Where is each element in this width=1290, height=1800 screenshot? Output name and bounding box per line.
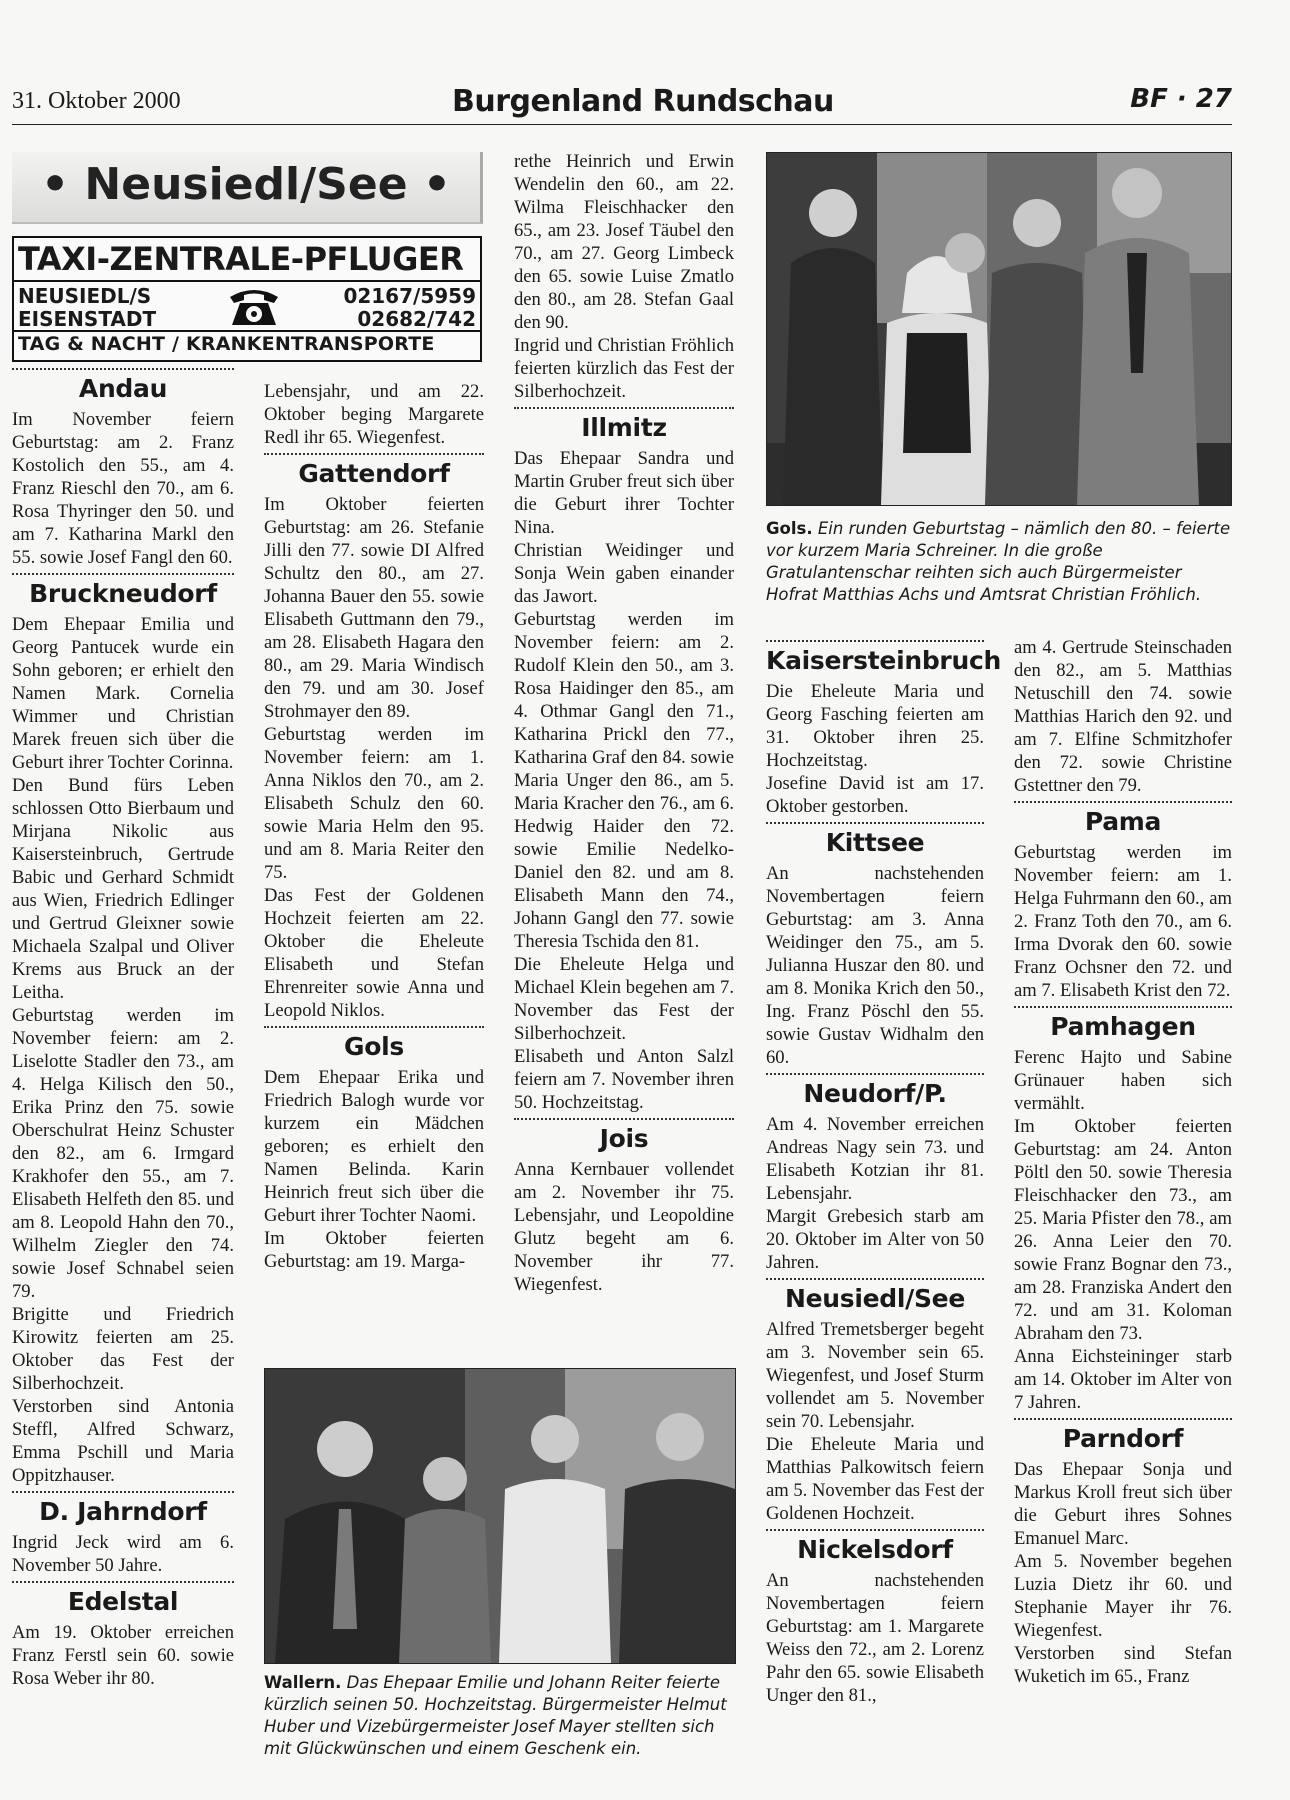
article-text: Den Bund fürs Leben schlossen Otto Bierbaum und Mirjana Nikolic aus Kaisersteinbruch, Gertrude Babic und Gerhard Schmidt aus Wien, Friedrich Edlinger und Gertrud Gleixner sowie Michaela Szalpal und Oliver Krems aus Bruck an der Leitha.	[12, 775, 234, 1003]
heading-jois: Jois	[599, 1124, 649, 1153]
article-text: Ingrid und Christian Fröhlich feierten kürzlich das Fest der Silberhochzeit.	[514, 335, 734, 402]
article-text: Margit Grebesich starb am 20. Oktober im Alter von 50 Jahren.	[766, 1206, 984, 1273]
region-title: • Neusiedl/See •	[12, 152, 483, 224]
dotted-divider	[264, 1026, 484, 1028]
heading-kittsee: Kittsee	[825, 828, 925, 857]
heading-nickelsdorf: Nickelsdorf	[797, 1535, 953, 1564]
article-text: rethe Heinrich und Erwin Wendelin den 60., am 22. Wilma Fleischhacker den 65., am 23. Josef Täubel den 70., am 27. Georg Limbeck den 65. sowie Luise Zmatlo den 80., am 28. Stefan Gaal den 90.	[514, 151, 734, 333]
heading-neusiedl-see: Neusiedl/See	[785, 1284, 965, 1313]
article-text: Im November feiern Geburtstag: am 2. Franz Kostolich den 55., am 4. Franz Rieschl den 70., am 6. Rosa Thyringer den 50. und am 7. Katharina Markl den 55. sowie Josef Fangl den 60.	[12, 409, 234, 568]
dotted-divider	[1014, 801, 1232, 803]
ad-phone-1: 02167/5959	[343, 284, 476, 308]
dotted-divider	[1014, 1418, 1232, 1420]
article-text: Im Oktober feierten Geburtstag: am 19. Marga-	[264, 1228, 484, 1272]
caption-place: Wallern.	[264, 1673, 342, 1692]
column-5	[1014, 636, 1232, 1688]
column-2	[264, 380, 484, 1273]
article-text: Josefine David ist am 17. Oktober gestorben.	[766, 773, 984, 817]
article-text: Verstorben sind Antonia Steffl, Alfred Schwarz, Emma Pschill und Maria Oppitzhauser.	[12, 1396, 234, 1486]
heading-gols: Gols	[344, 1032, 404, 1061]
dotted-divider	[514, 1118, 734, 1120]
article-text: Am 19. Oktober erreichen Franz Ferstl sein 60. sowie Rosa Weber ihr 80.	[12, 1622, 234, 1689]
caption-text: Ein runden Geburtstag – nämlich den 80. – feierte vor kurzem Maria Schreiner. In die große Gratulantenschar reihten sich auch Bürgermeister Hofrat Matthias Achs und Amtsrat Christian Fröhlich.	[766, 519, 1231, 604]
article-text: Lebensjahr, und am 22. Oktober beging Margarete Redl ihr 65. Wiegenfest.	[264, 381, 484, 448]
newspaper-title: Burgenland Rundschau	[452, 84, 834, 119]
page-header	[12, 84, 1232, 122]
column-1	[12, 364, 234, 1690]
photo-wallern-anniversary	[264, 1368, 736, 1664]
dotted-divider	[12, 368, 234, 370]
heading-parndorf: Parndorf	[1062, 1424, 1184, 1453]
article-text: Im Oktober feierten Geburtstag: am 24. Anton Pöltl den 50. sowie Theresia Fleischhacker den 73., am 25. Maria Pfister den 78., am 26. Anna Leier den 70. sowie Franz Bognar den 73., am 28. Franziska Andert den 72. und am 31. Koloman Abraham den 73.	[1014, 1116, 1232, 1344]
telephone-icon	[226, 283, 282, 327]
heading-gattendorf: Gattendorf	[298, 459, 450, 488]
dotted-divider	[12, 1491, 234, 1493]
article-text: Ferenc Hajto und Sabine Grünauer haben sich vermählt.	[1014, 1047, 1232, 1114]
heading-bruckneudorf: Bruckneudorf	[29, 579, 217, 608]
dotted-divider	[12, 573, 234, 575]
article-text: Am 4. November erreichen Andreas Nagy sein 73. und Elisabeth Kotzian ihr 81. Lebensjahr.	[766, 1114, 984, 1204]
photo-wallern-image	[265, 1369, 735, 1663]
article-text: Brigitte und Friedrich Kirowitz feierten am 25. Oktober das Fest der Silberhochzeit.	[12, 1304, 234, 1394]
dotted-divider	[766, 1278, 984, 1280]
caption-place: Gols.	[766, 519, 813, 538]
article-text: Die Eheleute Maria und Matthias Palkowitsch feiern am 5. November das Fest der Goldenen Hochzeit.	[766, 1434, 984, 1524]
article-text: Das Ehepaar Sandra und Martin Gruber freut sich über die Geburt ihrer Tochter Nina.	[514, 448, 734, 538]
article-text: Elisabeth und Anton Salzl feiern am 7. November ihren 50. Hochzeitstag.	[514, 1046, 734, 1113]
article-text: Geburtstag werden im November feiern: am 2. Liselotte Stadler den 73., am 4. Helga Kilisch den 50., Erika Prinz den 75. sowie Oberschulrat Heinz Schuster den 82., am 6. Irmgard Krakhofer den 55., am 7. Elisabeth Helfeth den 85. und am 8. Leopold Hahn den 70., Wilhelm Ziegler den 74. sowie Josef Schnabel seien 79.	[12, 1005, 234, 1302]
article-text: Ingrid Jeck wird am 6. November 50 Jahre.	[12, 1532, 234, 1576]
article-text: Das Fest der Goldenen Hochzeit feierten am 22. Oktober die Eheleute Elisabeth und Stefan Ehrenreiter sowie Anna und Leopold Niklos.	[264, 885, 484, 1021]
photo-gols-image	[767, 153, 1231, 505]
heading-kaisersteinbruch: Kaisersteinbruch	[766, 646, 1001, 675]
article-text: Anna Eichsteininger starb am 14. Oktober im Alter von 7 Jahren.	[1014, 1346, 1232, 1413]
dotted-divider	[766, 822, 984, 824]
article-text: Am 5. November begehen Luzia Dietz ihr 60. und Stephanie Mayer ihr 76. Wiegenfest.	[1014, 1551, 1232, 1641]
article-text: Geburtstag werden im November feiern: am 1. Helga Fuhrmann den 60., am 2. Franz Toth den 70., am 6. Irma Dvorak den 60. sowie Franz Ochsner den 72. und am 7. Elisabeth Krist den 72.	[1014, 842, 1232, 1001]
header-rule	[12, 124, 1232, 125]
article-text: Im Oktober feierten Geburtstag: am 26. Stefanie Jilli den 77. sowie DI Alfred Schultz den 80., am 27. Johanna Bauer den 55. sowie Elisabeth Guttmann den 79., am 28. Elisabeth Hagara den 80., am 29. Maria Windisch den 79. und am 30. Josef Strohmayer den 89.	[264, 494, 484, 722]
photo-gols-birthday	[766, 152, 1232, 506]
article-text: Das Ehepaar Sonja und Markus Kroll freut sich über die Geburt ihres Sohnes Emanuel Marc.	[1014, 1459, 1232, 1549]
ad-title: TAXI-ZENTRALE-PFLUGER	[18, 240, 464, 278]
column-3	[514, 150, 734, 1296]
heading-edelstal: Edelstal	[67, 1587, 179, 1616]
article-text: Dem Ehepaar Erika und Friedrich Balogh wurde vor kurzem ein Mädchen geboren; es erhielt den Namen Belinda. Karin Heinrich freut sich über die Geburt ihrer Tochter Naomi.	[264, 1067, 484, 1226]
dotted-divider	[1014, 1006, 1232, 1008]
article-text: Anna Kernbauer vollendet am 2. November ihr 75. Lebensjahr, und Leopoldine Glutz begeht am 6. November ihr 77. Wiegenfest.	[514, 1159, 734, 1295]
page-number: BF · 27	[1130, 84, 1232, 114]
ad-phone-2: 02682/742	[357, 307, 476, 331]
ad-rule	[14, 280, 480, 282]
heading-pamhagen: Pamhagen	[1050, 1012, 1196, 1041]
ad-city-1: NEUSIEDL/S	[18, 284, 152, 308]
dotted-divider	[766, 640, 984, 642]
heading-pama: Pama	[1084, 807, 1162, 836]
column-4	[766, 636, 1001, 1707]
photo-wallern-caption	[264, 1672, 738, 1760]
heading-neudorf: Neudorf/P.	[803, 1079, 947, 1108]
photo-gols-caption	[766, 518, 1236, 606]
ad-tagline: TAG & NACHT / KRANKENTRANSPORTE	[18, 333, 435, 355]
ad-city-2: EISENSTADT	[18, 307, 157, 331]
ad-rule	[14, 330, 480, 332]
article-text: Dem Ehepaar Emilia und Georg Pantucek wurde ein Sohn geboren; er erhielt den Namen Mark. Cornelia Wimmer und Christian Marek freuen sich über die Geburt ihrer Tochter Corinna.	[12, 614, 234, 773]
caption-text: Das Ehepaar Emilie und Johann Reiter feierte kürzlich seinen 50. Hochzeitstag. Bürgermeister Helmut Huber und Vizebürgermeister Josef Mayer stellten sich mit Glückwünschen und einem Geschenk ein.	[264, 1673, 727, 1758]
dotted-divider	[264, 453, 484, 455]
article-text: Christian Weidinger und Sonja Wein gaben einander das Jawort.	[514, 540, 734, 607]
article-text: Geburtstag werden im November feiern: am 2. Rudolf Klein den 50., am 3. Rosa Haidinger den 85., am 4. Othmar Gangl den 71., Katharina Prickl den 77., Katharina Graf den 84. sowie Maria Unger den 86., am 5. Maria Kracher den 76., am 6. Hedwig Haider den 72. sowie Emilie Nedelko-Daniel den 82. und am 8. Elisabeth Mann den 74., Johann Gangl den 77. sowie Theresia Tschida den 81.	[514, 609, 734, 952]
article-text: Alfred Tremetsberger begeht am 3. November sein 65. Wiegenfest, und Josef Sturm vollendet am 5. November sein 70. Lebensjahr.	[766, 1319, 984, 1432]
dotted-divider	[12, 1581, 234, 1583]
article-text: Die Eheleute Helga und Michael Klein begehen am 7. November das Fest der Silberhochzeit.	[514, 954, 734, 1044]
article-text: An nachstehenden Novembertagen feiern Geburtstag: am 3. Anna Weidinger den 75., am 5. Julianna Huszar den 80. und am 8. Monika Krich den 50., Ing. Franz Pöschl den 55. sowie Gustav Widhalm den 60.	[766, 863, 984, 1068]
taxi-advertisement	[12, 236, 482, 362]
dotted-divider	[514, 407, 734, 409]
article-text: Die Eheleute Maria und Georg Fasching feierten am 31. Oktober ihren 25. Hochzeitstag.	[766, 681, 984, 771]
article-text: An nachstehenden Novembertagen feiern Geburtstag: am 1. Margarete Weiss den 72., am 2. Lorenz Pahr den 65. sowie Elisabeth Unger den 81.,	[766, 1570, 984, 1706]
dotted-divider	[766, 1529, 984, 1531]
dotted-divider	[766, 1073, 984, 1075]
article-text: am 4. Gertrude Steinschaden den 82., am 5. Matthias Netuschill den 74. sowie Matthias Harich den 92. und am 7. Elfine Schmitzhofer den 72. sowie Christine Gstettner den 79.	[1014, 637, 1232, 796]
heading-andau: Andau	[78, 374, 168, 403]
heading-illmitz: Illmitz	[581, 413, 667, 442]
article-text: Geburtstag werden im November feiern: am 1. Anna Niklos den 70., am 2. Elisabeth Schulz den 60. sowie Maria Helm den 95. und am 8. Maria Reiter den 75.	[264, 724, 484, 883]
issue-date: 31. Oktober 2000	[12, 88, 181, 114]
heading-d-jahrndorf: D. Jahrndorf	[39, 1497, 207, 1526]
article-text: Verstorben sind Stefan Wuketich im 65., Franz	[1014, 1643, 1232, 1687]
